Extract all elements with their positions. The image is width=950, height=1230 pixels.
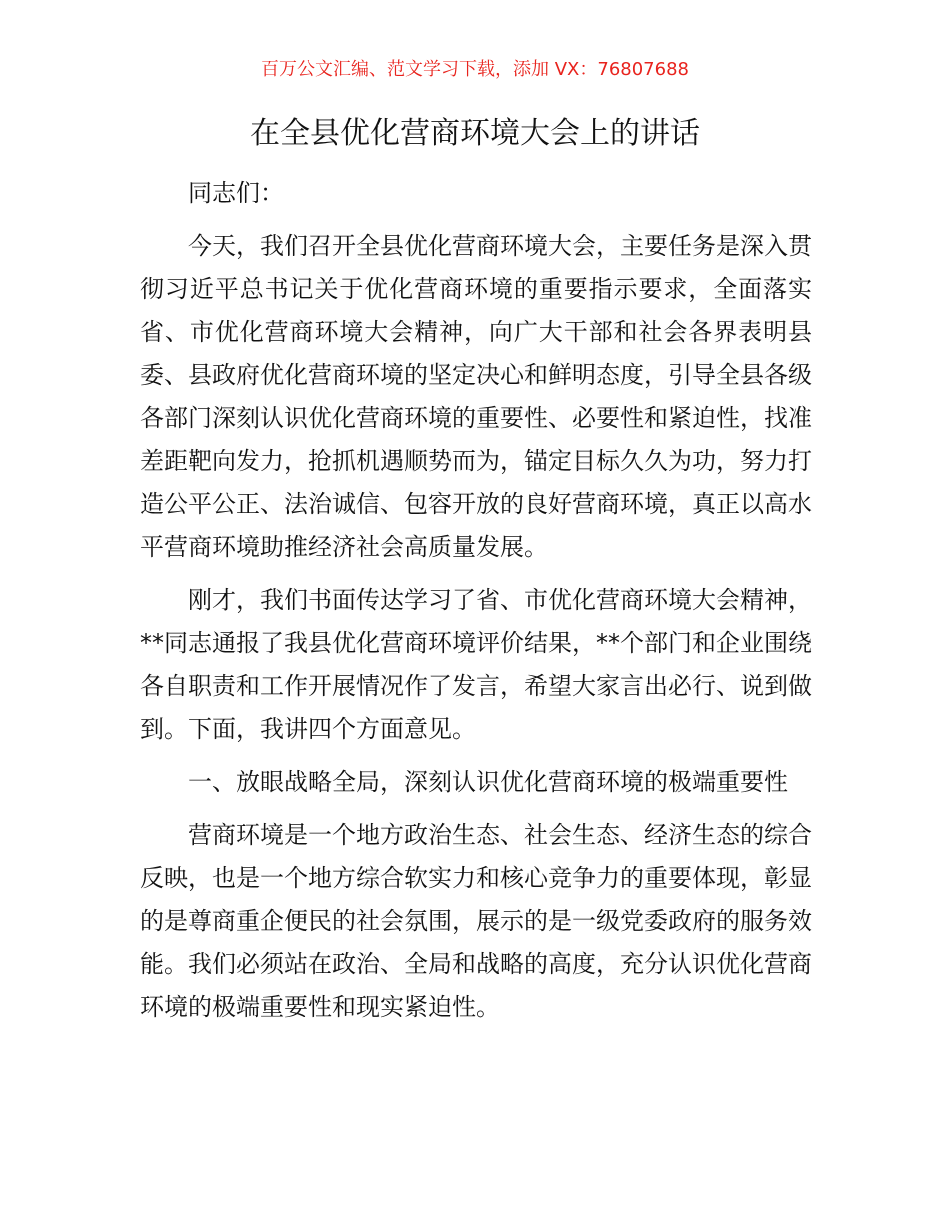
salutation: 同志们： [188,179,284,207]
section-heading-1: 一、放眼战略全局，深刻认识优化营商环境的极端重要性 [188,768,788,796]
paragraph-intro: 今天，我们召开全县优化营商环境大会，主要任务是深入贯彻习近平总书记关于优化营商环境的重要指示要求，全面落实省、市优化营商环境大会精神，向广大干部和社会各界表明县委、县政府优化营商环境的坚定决心和鲜明态度，引导全县各级各部门深刻认识优化营商环境的重要性、必要性和紧迫性，找准差距靶向发力，抢抓机遇顺势而为，锚定目标久久为功，努力打造公平公正、法治诚信、包容开放的良好营商环境，真正以高水平营商环境助推经济社会高质量发展。 [140,232,812,561]
document-title: 在全县优化营商环境大会上的讲话 [250,116,700,151]
paragraph-context: 刚才，我们书面传达学习了省、市优化营商环境大会精神，**同志通报了我县优化营商环境评价结果，**个部门和企业围绕各自职责和工作开展情况作了发言，希望大家言出必行、说到做到。下面，我讲四个方面意见。 [140,586,812,743]
paragraph-section-1: 营商环境是一个地方政治生态、社会生态、经济生态的综合反映，也是一个地方综合软实力和核心竞争力的重要体现，彰显的是尊商重企便民的社会氛围，展示的是一级党委政府的服务效能。我们必须站在政治、全局和战略的高度，充分认识优化营商环境的极端重要性和现实紧迫性。 [140,821,812,1021]
header-watermark-note: 百万公文汇编、范文学习下载，添加 VX：76807688 [261,59,689,80]
document-body [140,172,812,1029]
